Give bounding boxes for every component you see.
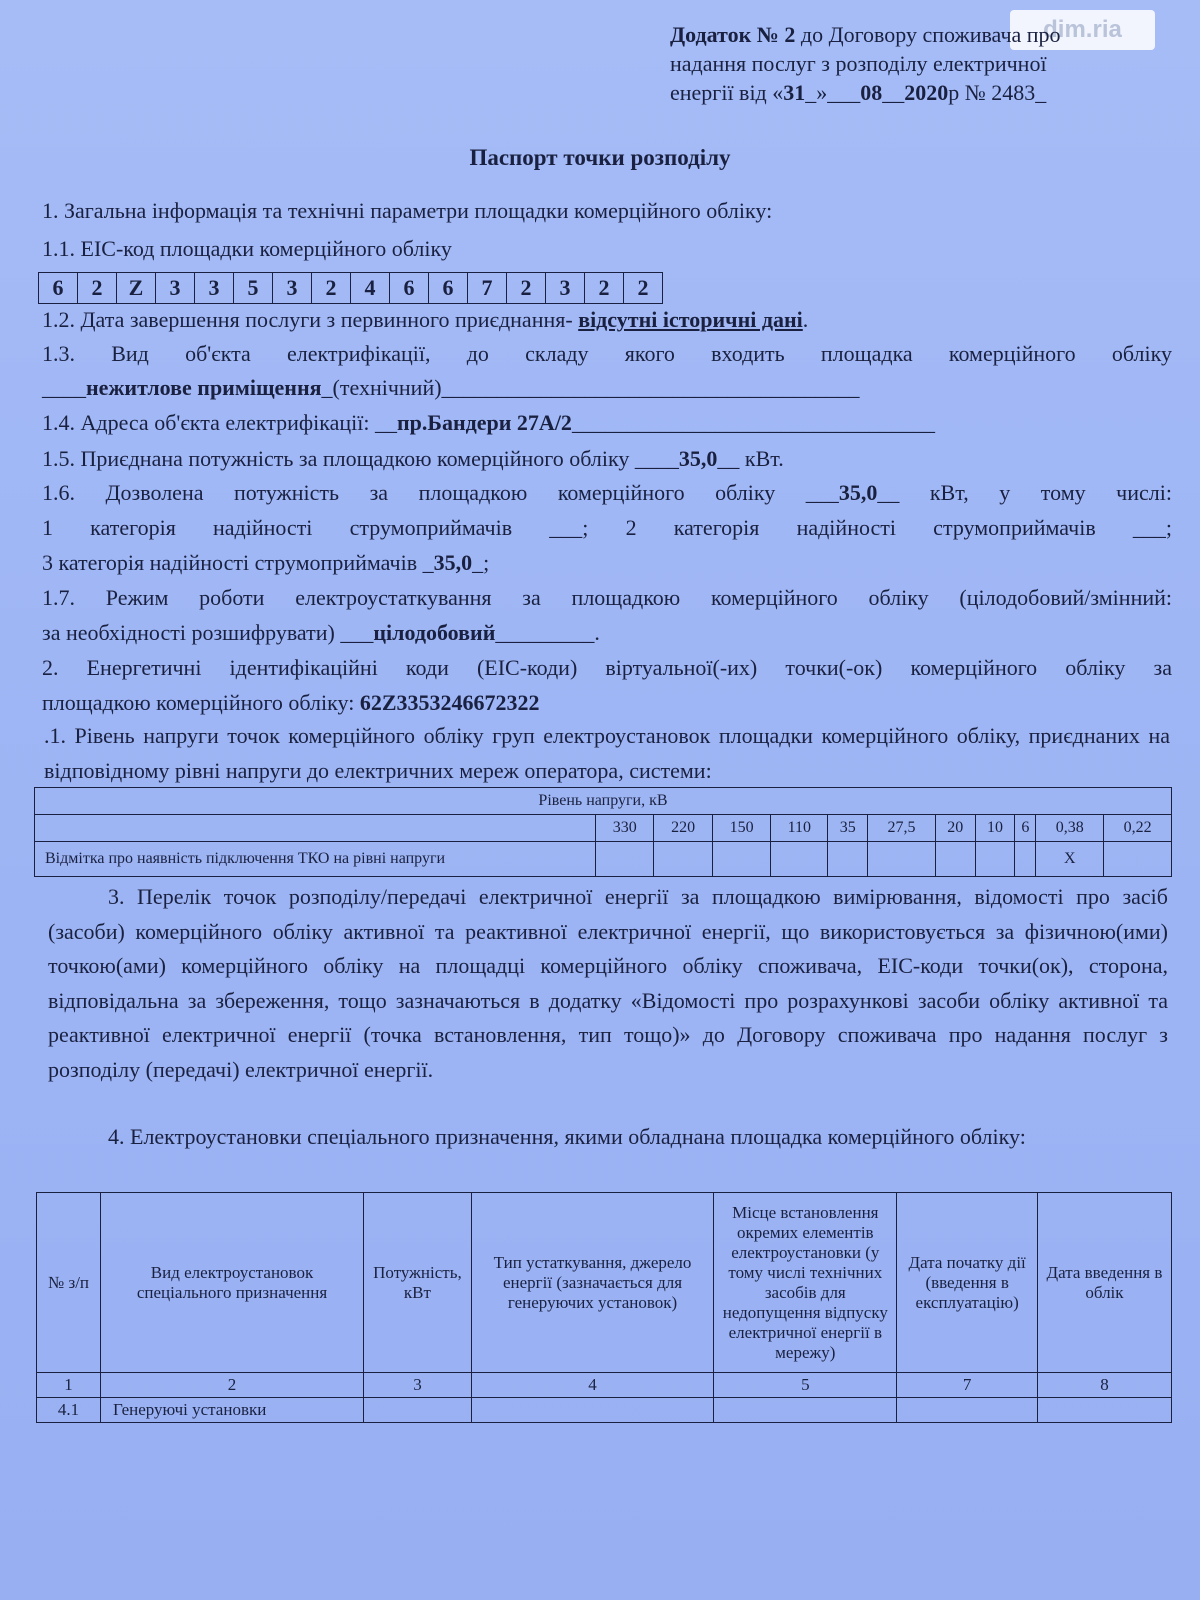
s12-label: 1.2. Дата завершення послуги з первинного приєднання- — [42, 307, 579, 332]
section-2-1: .1. Рівень напруги точок комерційного обліку груп електроустановок площадки комерційного обліку, приєднаних на відповідному рівні напруги до електричних мереж оператора, системи: — [44, 723, 1170, 783]
section-1-5 — [42, 446, 1172, 472]
date-sep2: __ — [882, 80, 905, 105]
voltage-table — [34, 787, 1172, 877]
address-value: пр.Бандери 27А/2 — [397, 410, 572, 435]
section-1-6-line1 — [42, 480, 1172, 506]
voltage-level-cell: 330 — [596, 815, 654, 842]
contract-day: 31 — [783, 80, 806, 105]
s16-suffix: __ кВт, у тому числі: — [877, 480, 1172, 505]
s12-value: відсутні історичні дані — [578, 307, 803, 332]
appendix-line2: надання послуг з розподілу електричної — [670, 51, 1047, 76]
appendix-number: Додаток № 2 — [670, 22, 796, 47]
spec-row-cell — [471, 1398, 713, 1423]
cat3-suffix: _; — [472, 550, 490, 575]
spec-header-cell: Місце встановлення окремих елементів електроустановки (у тому числі технічних засобів для недопущення відпуску електричної енергії в мережу) — [714, 1193, 897, 1373]
section-1-1: 1.1. ЕІС-код площадки комерційного обліку — [42, 236, 452, 261]
voltage-level-cell: 6 — [1015, 815, 1036, 842]
spec-column-number: 7 — [897, 1373, 1037, 1398]
s13-value: нежитлове приміщення — [86, 375, 322, 400]
spec-header-cell: Потужність, кВт — [364, 1193, 472, 1373]
eic-digit-cell: Z — [117, 273, 156, 304]
spec-row-cell — [714, 1398, 897, 1423]
section-2-line1: 2. Енергетичні ідентифікаційні коди (ЕІС-коди) віртуальної(-их) точки(-ок) комерційного обліку за — [42, 655, 1172, 680]
eic-digit-cell: 3 — [546, 273, 585, 304]
eic-digit-cell: 3 — [273, 273, 312, 304]
s15-label: 1.5. Приєднана потужність за площадкою комерційного обліку ____ — [42, 446, 679, 471]
cat3-value: 35,0 — [433, 550, 473, 575]
voltage-mark-cell — [868, 842, 936, 877]
s14-label: 1.4. Адреса об'єкта електрифікації: __ — [42, 410, 397, 435]
connected-power-value: 35,0 — [678, 446, 718, 471]
eic-digit-cell: 5 — [234, 273, 273, 304]
voltage-mark-cell — [975, 842, 1015, 877]
voltage-level-cell: 220 — [654, 815, 712, 842]
date-sep1: _»___ — [805, 80, 861, 105]
eic-digit-cell: 2 — [78, 273, 117, 304]
spec-column-number: 3 — [364, 1373, 472, 1398]
eic-digit-cell: 7 — [468, 273, 507, 304]
section-1-7-line2 — [42, 620, 1172, 646]
eic-digit-cell: 6 — [390, 273, 429, 304]
voltage-mark-cell — [935, 842, 975, 877]
s12-suffix: . — [802, 307, 809, 332]
voltage-mark-cell — [1104, 842, 1172, 877]
spec-header-cell: Дата початку дії (введення в експлуатацію) — [897, 1193, 1037, 1373]
voltage-level-cell: 110 — [771, 815, 828, 842]
special-installations-table — [36, 1192, 1172, 1423]
eic-digit-cell: 2 — [507, 273, 546, 304]
voltage-mark-cell — [1015, 842, 1036, 877]
s17-label: за необхідності розшифрувати) ___ — [42, 620, 374, 645]
appendix-line3-prefix: енергії від « — [670, 80, 784, 105]
section-1-3-line2 — [42, 375, 1172, 401]
eic-digit-cell: 3 — [195, 273, 234, 304]
spec-column-number: 8 — [1037, 1373, 1171, 1398]
section-3: 3. Перелік точок розподілу/передачі електричної енергії за площадкою вимірювання, відомості про засіб (засоби) комерційного обліку активної та реактивної електричної енергії, що використовується за фізичною(ими) точкою(ами) комерційного обліку на площадці комерційного обліку споживача, ЕІС-коди точки(ок), сторона, відповідальна за збереження, тощо зазначаються в додатку «Відомості про розрахункові засоби обліку активної та реактивної електричної енергії (точка встановлення, тип тощо)» до Договору споживача про надання послуг з розподілу (передачі) електричної енергії. — [48, 884, 1168, 1082]
eic-digit-cell: 2 — [624, 273, 663, 304]
voltage-level-cell: 0,38 — [1036, 815, 1104, 842]
spec-column-number: 5 — [714, 1373, 897, 1398]
spec-row-cell — [364, 1398, 472, 1423]
eic-digit-cell: 6 — [429, 273, 468, 304]
voltage-level-cell: 20 — [935, 815, 975, 842]
eic-digit-cell: 3 — [156, 273, 195, 304]
appendix-line1: до Договору споживача про — [795, 22, 1061, 47]
section-1-6-line3 — [42, 550, 1172, 576]
spec-row-cell: 4.1 — [37, 1398, 101, 1423]
virtual-eic-code: 62Z3353246672322 — [359, 690, 540, 715]
s13-pre: ____ — [42, 375, 86, 400]
voltage-mark-cell — [771, 842, 828, 877]
voltage-mark-cell — [828, 842, 868, 877]
cat3-label: 3 категорія надійності струмоприймачів _ — [42, 550, 434, 575]
page-title: Паспорт точки розподілу — [469, 145, 731, 170]
voltage-blank-cell — [35, 815, 596, 842]
spec-column-number: 1 — [37, 1373, 101, 1398]
voltage-level-cell: 0,22 — [1104, 815, 1172, 842]
voltage-level-cell: 150 — [712, 815, 770, 842]
voltage-mark-cell — [654, 842, 712, 877]
voltage-mark-cell — [712, 842, 770, 877]
contract-year: 2020 — [904, 80, 949, 105]
spec-header-cell: Дата введення в облік — [1037, 1193, 1171, 1373]
spec-header-cell: Тип устаткування, джерело енергії (зазначається для генеруючих установок) — [471, 1193, 713, 1373]
work-mode-value: цілодобовий — [373, 620, 496, 645]
eic-code-grid — [38, 272, 663, 304]
voltage-level-cell: 27,5 — [868, 815, 936, 842]
eic-digit-cell: 2 — [585, 273, 624, 304]
voltage-level-cell: 10 — [975, 815, 1015, 842]
watermark-logo: dim.ria — [1010, 10, 1155, 50]
voltage-row-label: Відмітка про наявність підключення ТКО на рівні напруги — [35, 842, 596, 877]
contract-month: 08 — [860, 80, 883, 105]
spec-header-cell: Вид електроустановок спеціального призначення — [101, 1193, 364, 1373]
appendix-header — [670, 20, 1150, 107]
spec-row-cell: Генеруючі установки — [101, 1398, 364, 1423]
s15-suffix: __ кВт. — [717, 446, 784, 471]
allowed-power-value: 35,0 — [838, 480, 878, 505]
spec-column-number: 4 — [471, 1373, 713, 1398]
voltage-header: Рівень напруги, кВ — [35, 788, 1172, 815]
contract-number: р № 2483_ — [948, 80, 1047, 105]
section-1-3-line1: 1.3. Вид об'єкта електрифікації, до складу якого входить площадка комерційного обліку — [42, 341, 1172, 366]
s16-label: 1.6. Дозволена потужність за площадкою комерційного обліку ___ — [42, 480, 839, 505]
section-2-line2 — [42, 690, 1172, 716]
s14-suffix: _________________________________ — [571, 410, 935, 435]
s17-suffix: _________. — [495, 620, 600, 645]
voltage-level-cell: 35 — [828, 815, 868, 842]
voltage-mark-cell — [596, 842, 654, 877]
section-1-2 — [42, 307, 1172, 333]
s13-suffix: _(технічний)______________________________________ — [321, 375, 860, 400]
spec-row-cell — [897, 1398, 1037, 1423]
section-1-4 — [42, 410, 1172, 436]
spec-header-cell: № з/п — [37, 1193, 101, 1373]
section-1-6-line2: 1 категорія надійності струмоприймачів ___; 2 категорія надійності струмоприймачів ___; — [42, 515, 1172, 540]
section-1-7-line1: 1.7. Режим роботи електроустаткування за площадкою комерційного обліку (цілодобовий/змінний: — [42, 585, 1172, 610]
eic-digit-cell: 2 — [312, 273, 351, 304]
voltage-mark-cell: X — [1036, 842, 1104, 877]
spec-row-cell — [1037, 1398, 1171, 1423]
eic-digit-cell: 6 — [39, 273, 78, 304]
spec-column-number: 2 — [101, 1373, 364, 1398]
section-4: 4. Електроустановки спеціального призначення, якими обладнана площадка комерційного обліку: — [108, 1124, 1026, 1149]
s2-label: площадкою комерційного обліку: — [42, 690, 360, 715]
section-1-heading: 1. Загальна інформація та технічні параметри площадки комерційного обліку: — [42, 198, 773, 223]
eic-digit-cell: 4 — [351, 273, 390, 304]
